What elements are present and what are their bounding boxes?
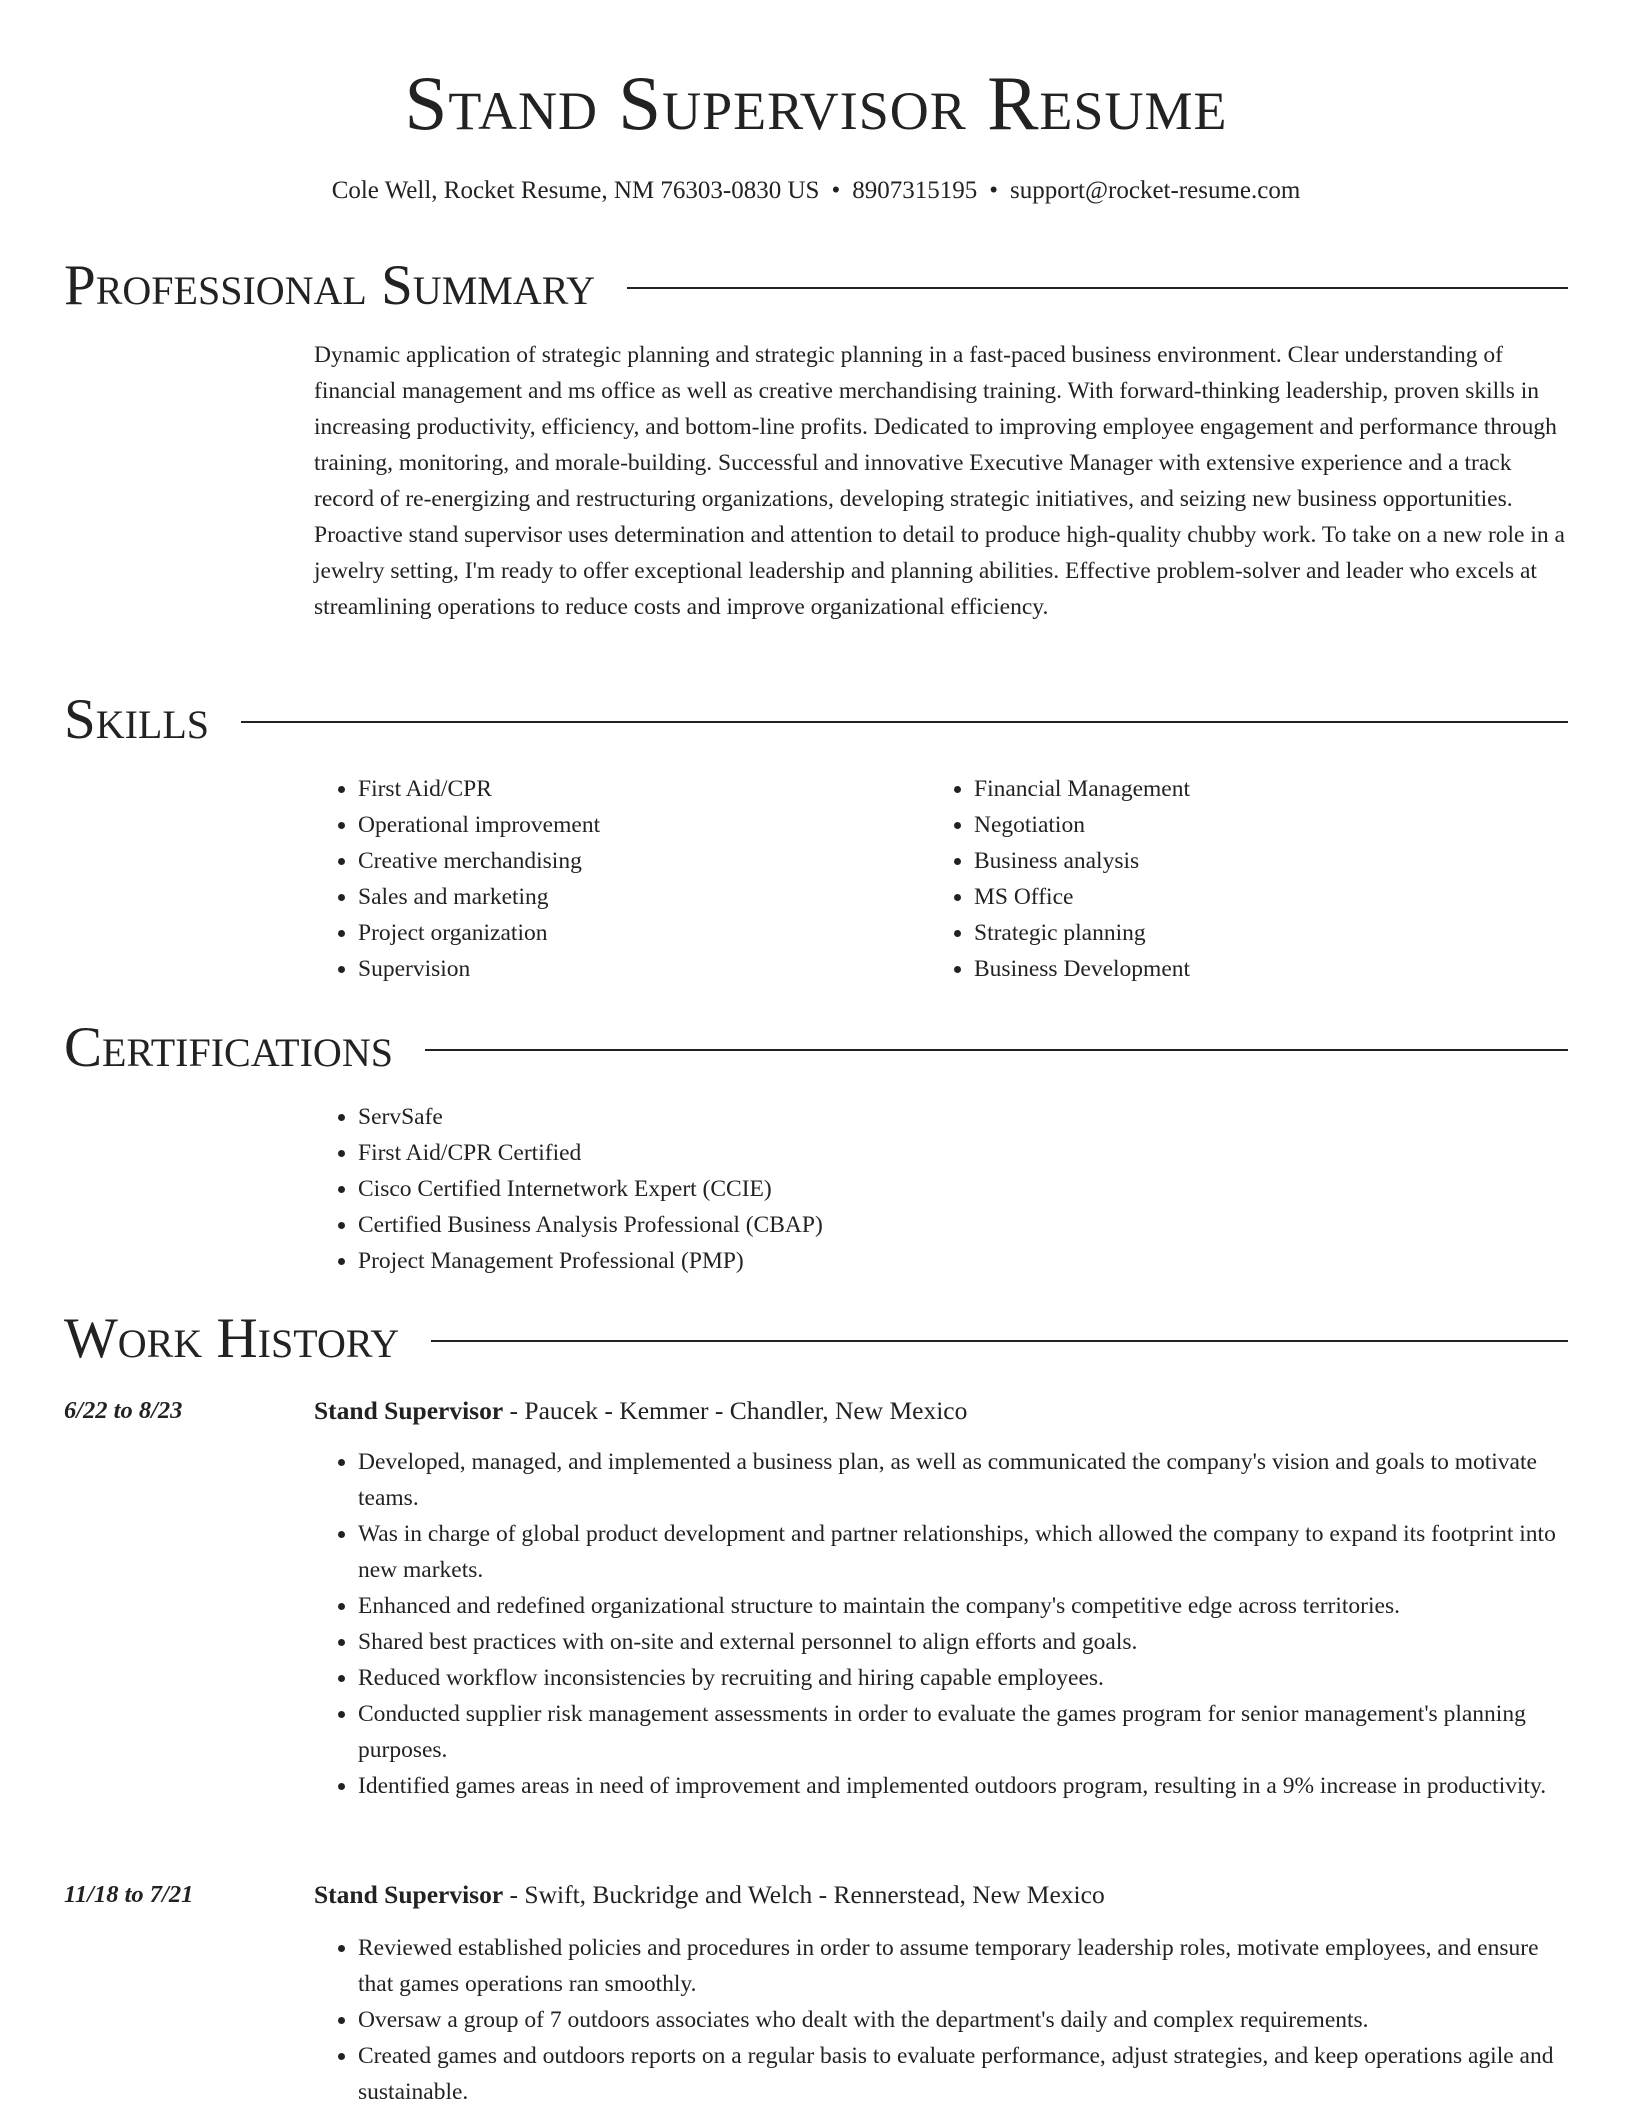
responsibility-item: • Enhanced and redefined organizational structure to maintain the company's competitive edge across territories.: [358, 1588, 1570, 1624]
section-certifications: [64, 1016, 1568, 1080]
responsibility-item: • Shared best practices with on-site and external personnel to align efforts and goals.: [358, 1624, 1570, 1660]
job-heading: [314, 1393, 1570, 1429]
responsibility-item: • Conducted supplier risk management assessments in order to evaluate the games program for senior management's planning purposes.: [358, 1696, 1570, 1768]
skill-item: • Project organization: [358, 915, 914, 951]
certification-item: • Project Management Professional (PMP): [358, 1243, 1570, 1279]
responsibility-item: • Developed, managed, and implemented a business plan, as well as communicated the company's vision and goals to motivate teams.: [358, 1444, 1570, 1516]
certifications-list: [314, 1099, 1570, 1279]
section-heading: Certifications: [64, 1016, 393, 1079]
skill-item: • Strategic planning: [974, 915, 1570, 951]
section-professional-summary: [64, 254, 1568, 318]
section-divider: [241, 721, 1568, 723]
contact-address: Cole Well, Rocket Resume, NM 76303-0830 US: [331, 177, 820, 204]
job-responsibilities: [314, 1930, 1570, 2110]
job-title: Stand Supervisor: [314, 1396, 504, 1425]
certification-item: • First Aid/CPR Certified: [358, 1135, 1570, 1171]
summary-text: Dynamic application of strategic planning and strategic planning in a fast-paced business environment. Clear understanding of financial management and ms office as well as creative merchandising training. With forward-thinking leadership, proven skills in increasing productivity, efficiency, and bottom-line profits. Dedicated to improving employee engagement and performance through training, monitoring, and morale-building. Successful and innovative Executive Manager with extensive experience and a track record of re-energizing and restructuring organizations, developing strategic initiatives, and seizing new business opportunities. Proactive stand supervisor uses determination and attention to detail to produce high-quality chubby work. To take on a new role in a jewelry setting, I'm ready to offer exceptional leadership and planning abilities. Effective problem-solver and leader who excels at streamlining operations to reduce costs and improve organizational efficiency.: [314, 342, 1565, 620]
skill-item: • Operational improvement: [358, 807, 914, 843]
responsibility-item: • Was in charge of global product development and partner relationships, which allowed the company to expand its footprint into new markets.: [358, 1516, 1570, 1588]
skill-item: • Business Development: [974, 951, 1570, 987]
skill-item: • Negotiation: [974, 807, 1570, 843]
skills-right-column: [930, 771, 1570, 987]
section-heading: Skills: [64, 688, 210, 751]
contact-separator: •: [831, 177, 841, 204]
job-employer: - Swift, Buckridge and Welch - Rennerstead, New Mexico: [503, 1880, 1105, 1909]
section-divider: [425, 1049, 1568, 1051]
responsibility-item: • Oversaw a group of 7 outdoors associates who dealt with the department's daily and complex requirements.: [358, 2002, 1570, 2038]
skill-item: • Creative merchandising: [358, 843, 914, 879]
skill-item: • Financial Management: [974, 771, 1570, 807]
responsibility-item: • Reduced workflow inconsistencies by recruiting and hiring capable employees.: [358, 1660, 1570, 1696]
job-dates: 11/18 to 7/21: [64, 1881, 194, 1908]
section-divider: [431, 1340, 1568, 1342]
section-skills: [64, 688, 1568, 752]
skills-left-column: [314, 771, 914, 987]
section-heading: Professional Summary: [64, 254, 596, 317]
contact-line: [0, 174, 1632, 208]
certification-item: • ServSafe: [358, 1099, 1570, 1135]
resume-title: Stand Supervisor Resume: [404, 60, 1228, 146]
skill-item: • Supervision: [358, 951, 914, 987]
certification-item: • Cisco Certified Internetwork Expert (CCIE): [358, 1171, 1570, 1207]
contact-email: support@rocket-resume.com: [1010, 177, 1301, 204]
job-responsibilities: [314, 1444, 1570, 1804]
skill-item: • Business analysis: [974, 843, 1570, 879]
section-work-history: [64, 1307, 1568, 1371]
responsibility-item: • Reviewed established policies and procedures in order to assume temporary leadership roles, motivate employees, and ensure that games operations ran smoothly.: [358, 1930, 1570, 2002]
job-dates: 6/22 to 8/23: [64, 1397, 183, 1424]
responsibility-item: • Created games and outdoors reports on a regular basis to evaluate performance, adjust strategies, and keep operations agile and sustainable.: [358, 2038, 1570, 2110]
contact-phone: 8907315195: [852, 177, 978, 204]
section-heading: Work History: [64, 1307, 400, 1370]
responsibility-item: • Identified games areas in need of improvement and implemented outdoors program, resulting in a 9% increase in productivity.: [358, 1768, 1570, 1804]
contact-separator: •: [989, 177, 998, 204]
certification-item: • Certified Business Analysis Professional (CBAP): [358, 1207, 1570, 1243]
job-title: Stand Supervisor: [314, 1880, 504, 1909]
skill-item: • Sales and marketing: [358, 879, 914, 915]
skill-item: • MS Office: [974, 879, 1570, 915]
section-divider: [627, 287, 1568, 289]
job-heading: [314, 1877, 1570, 1913]
skill-item: • First Aid/CPR: [358, 771, 914, 807]
job-employer: - Paucek - Kemmer - Chandler, New Mexico: [503, 1396, 968, 1425]
